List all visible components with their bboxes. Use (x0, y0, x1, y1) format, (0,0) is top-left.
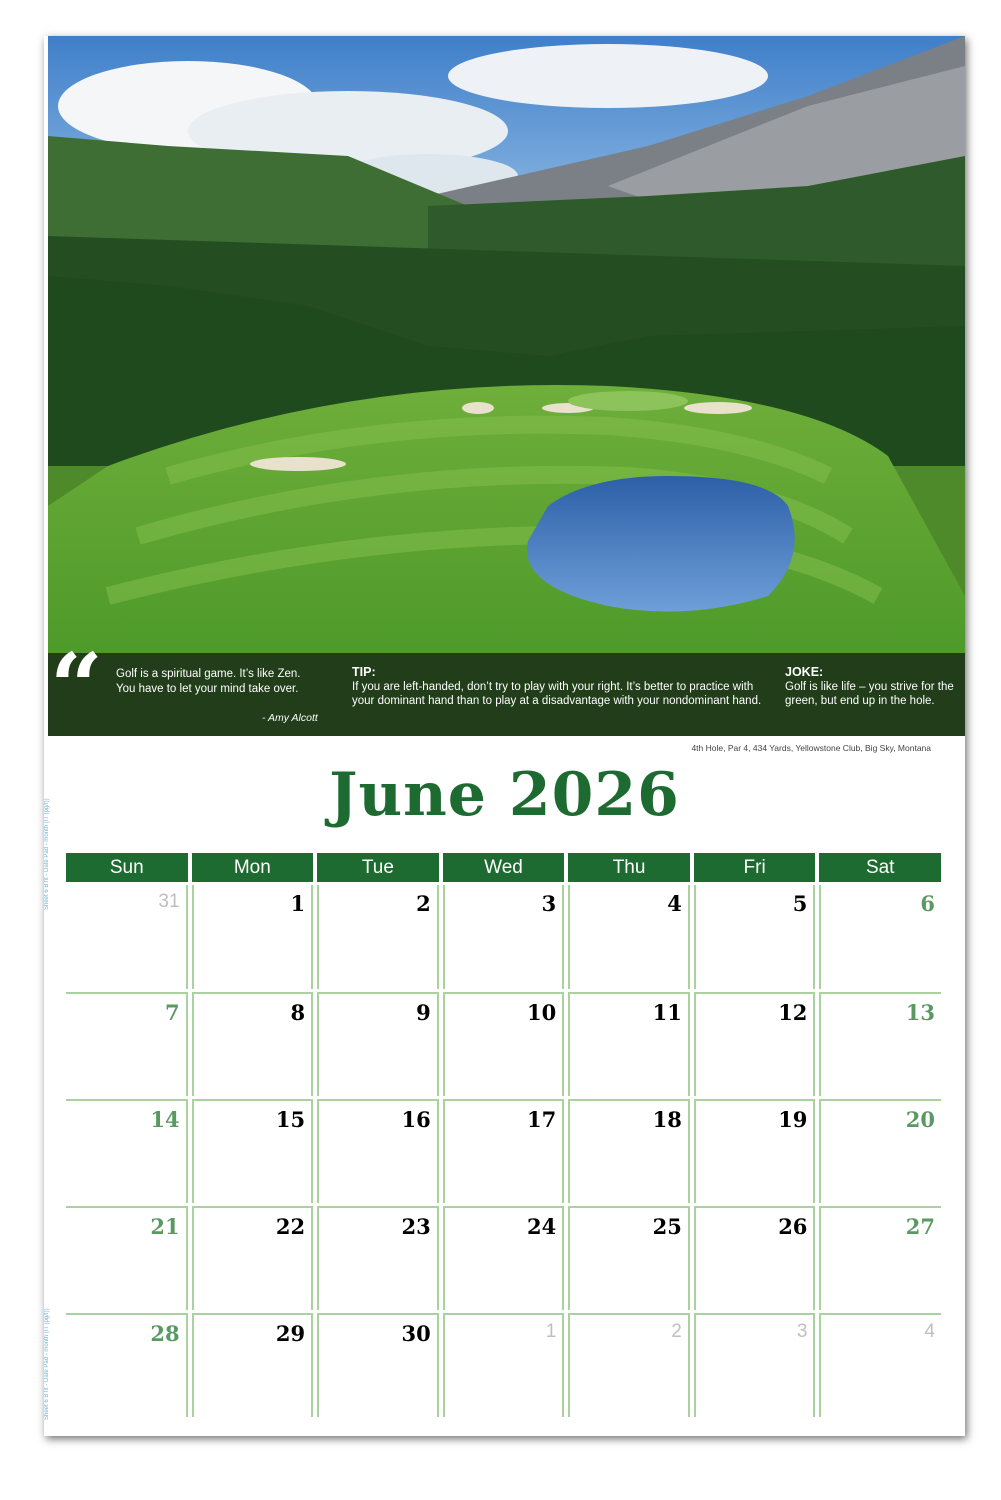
day-cell (192, 885, 314, 989)
day-number: 7 (164, 1000, 180, 1025)
day-cell (317, 992, 439, 1096)
day-number: 31 (158, 891, 180, 912)
day-number: 15 (275, 1107, 306, 1132)
tip-label: TIP: (352, 665, 376, 679)
info-bar (48, 633, 965, 736)
day-number: 12 (778, 1000, 808, 1025)
day-number: 22 (275, 1214, 306, 1239)
calendar-grid (66, 885, 941, 1417)
weekday-tue: Tue (317, 853, 439, 882)
joke-text: Golf is like life – you strive for the green, but end up in the hole. (785, 680, 954, 707)
day-number: 18 (652, 1107, 682, 1132)
tip-block (352, 665, 762, 709)
side-print-note-bottom: Sheet 6 B fit - Date Pad - month (IT (pg/f)) (44, 1308, 50, 1420)
day-number: 11 (652, 1000, 682, 1025)
day-number: 4 (667, 891, 682, 916)
joke-label: JOKE: (785, 665, 824, 679)
day-cell (443, 1099, 565, 1203)
weekday-thu: Thu (568, 853, 690, 882)
day-cell (694, 1206, 816, 1310)
day-cell (568, 885, 690, 989)
day-cell (66, 1206, 188, 1310)
day-number: 2 (671, 1321, 682, 1342)
day-cell (317, 1313, 439, 1417)
weekday-header (66, 853, 941, 882)
weekday-mon: Mon (192, 853, 314, 882)
day-number: 25 (652, 1214, 682, 1239)
day-cell (66, 885, 188, 989)
day-cell (819, 1206, 941, 1310)
day-number: 16 (401, 1107, 431, 1132)
day-cell (568, 1313, 690, 1417)
joke-block (785, 665, 965, 709)
day-number: 28 (150, 1321, 180, 1346)
day-cell (443, 992, 565, 1096)
tip-text: If you are left-handed, don’t try to play with your right. It’s better to practice with your dominant hand than to play at a disadvantage with your nondominant hand. (352, 680, 762, 707)
day-cell (694, 992, 816, 1096)
day-number: 8 (290, 1000, 306, 1025)
weekday-wed: Wed (443, 853, 565, 882)
day-cell (66, 992, 188, 1096)
day-number: 6 (920, 891, 935, 916)
day-cell (317, 885, 439, 989)
day-cell (443, 1206, 565, 1310)
golf-course-photo (48, 36, 965, 736)
day-number: 23 (401, 1214, 431, 1239)
day-cell (192, 1313, 314, 1417)
day-cell (66, 1313, 188, 1417)
day-cell (443, 885, 565, 989)
photo-caption: 4th Hole, Par 4, 434 Yards, Yellowstone Club, Big Sky, Montana (691, 743, 931, 753)
day-number: 14 (150, 1107, 180, 1132)
side-print-note-top: Sheet 6 B fit - Date Pad - month (IT (pg/f)) (44, 798, 50, 910)
day-number: 26 (778, 1214, 808, 1239)
day-number: 2 (416, 891, 431, 916)
day-number: 24 (527, 1214, 557, 1239)
weekday-sun: Sun (66, 853, 188, 882)
day-cell (568, 1206, 690, 1310)
day-cell (66, 1099, 188, 1203)
day-cell (819, 885, 941, 989)
day-cell (192, 1206, 314, 1310)
quote-author: - Amy Alcott (262, 712, 318, 724)
day-cell (192, 992, 314, 1096)
day-number: 30 (401, 1321, 431, 1346)
day-cell (694, 1099, 816, 1203)
day-number: 5 (792, 891, 808, 916)
day-cell (568, 992, 690, 1096)
day-cell (317, 1206, 439, 1310)
day-number: 13 (905, 1000, 935, 1025)
day-number: 21 (150, 1214, 180, 1239)
weekday-fri: Fri (694, 853, 816, 882)
day-number: 17 (527, 1107, 557, 1132)
day-number: 3 (796, 1321, 808, 1342)
day-cell (819, 1099, 941, 1203)
day-number: 19 (778, 1107, 808, 1132)
calendar-page (44, 36, 965, 1436)
day-cell (694, 885, 816, 989)
day-number: 4 (924, 1321, 935, 1342)
day-number: 1 (290, 891, 306, 916)
day-number: 29 (275, 1321, 306, 1346)
day-number: 27 (905, 1214, 935, 1239)
landscape-illustration (48, 36, 965, 736)
day-cell (694, 1313, 816, 1417)
day-cell (443, 1313, 565, 1417)
day-number: 9 (416, 1000, 431, 1025)
day-cell (317, 1099, 439, 1203)
day-cell (192, 1099, 314, 1203)
day-number: 1 (545, 1321, 557, 1342)
month-title: June 2026 (329, 760, 680, 830)
day-cell (568, 1099, 690, 1203)
quote-text: Golf is a spiritual game. It’s like Zen. You have to let your mind take over. (116, 668, 301, 695)
day-cell (819, 1313, 941, 1417)
day-cell (819, 992, 941, 1096)
day-number: 20 (905, 1107, 935, 1132)
weekday-sat: Sat (819, 853, 941, 882)
day-number: 3 (541, 891, 557, 916)
day-number: 10 (527, 1000, 557, 1025)
quote-mark-icon: “ (50, 633, 103, 736)
